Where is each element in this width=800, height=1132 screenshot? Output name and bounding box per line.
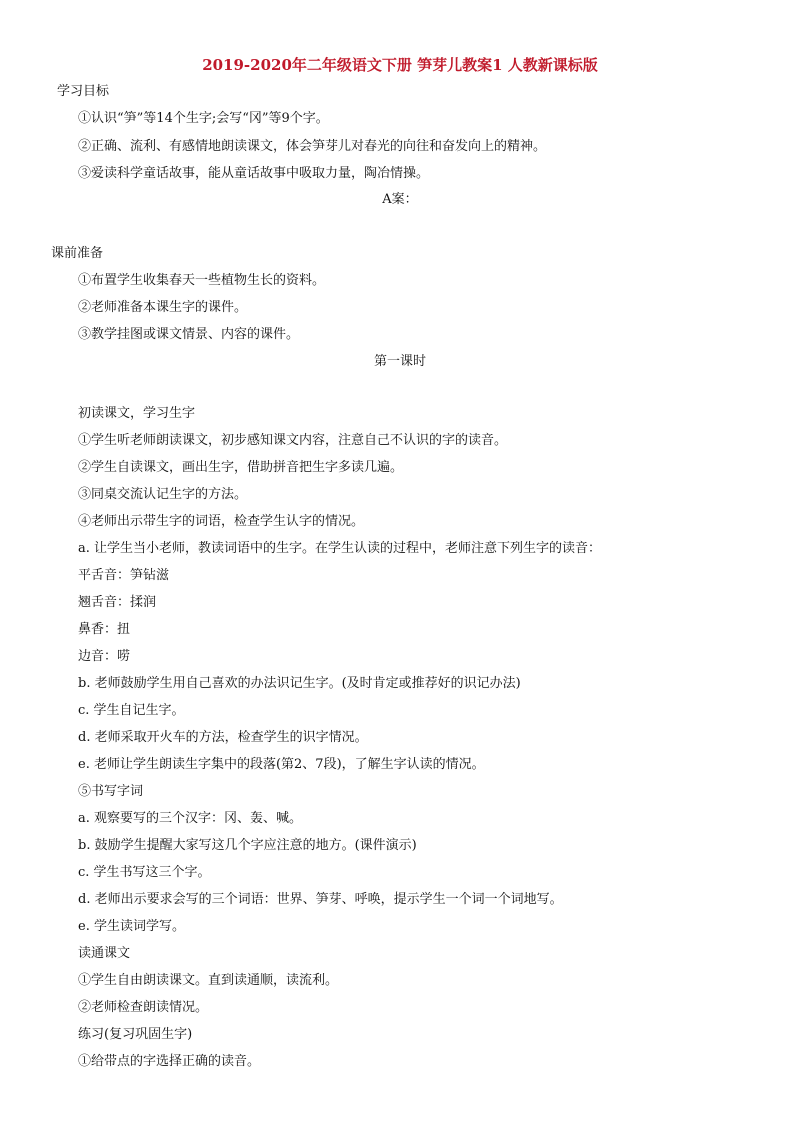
section-heading: 读通课文 — [78, 946, 131, 961]
lesson-label: 第一课时 — [373, 354, 426, 369]
section-item: ②学生自读课文，画出生字，借助拼音把生字多读几遍。 — [78, 460, 404, 475]
section-heading: 练习(复习巩固生字) — [78, 1027, 193, 1042]
section-item: a. 让学生当小老师，教读词语中的生字。在学生认读的过程中，老师注意下列生字的读音： — [78, 541, 602, 556]
section-item: b. 老师鼓励学生用自己喜欢的办法识记生字。(及时肯定或推荐好的识记办法) — [78, 676, 521, 691]
section-item: a. 观察要写的三个汉字：冈、轰、喊。 — [78, 811, 303, 826]
section-item: d. 老师采取开火车的方法，检查学生的识字情况。 — [78, 730, 368, 745]
section-item: c. 学生自记生字。 — [78, 703, 185, 718]
section-item: ①学生自由朗读课文。直到读通顺，读流利。 — [78, 973, 339, 988]
section-item: ⑤书写字词 — [78, 784, 144, 799]
section-item: b. 鼓励学生提醒大家写这几个字应注意的地方。(课件演示) — [78, 838, 417, 853]
section-item: ③同桌交流认记生字的方法。 — [78, 487, 248, 502]
section-heading: 初读课文，学习生字 — [78, 406, 196, 421]
objectives-heading: 学习目标 — [57, 84, 110, 99]
objective-item: ①认识“笋”等14个生字;会写“冈”等9个字。 — [78, 111, 329, 126]
section-item: e. 老师让学生朗读生字集中的段落(第2、7段)，了解生字认读的情况。 — [78, 757, 485, 772]
section-item: ①学生听老师朗读课文，初步感知课文内容，注意自己不认识的字的读音。 — [78, 433, 508, 448]
section-item: ①给带点的字选择正确的读音。 — [78, 1054, 261, 1069]
section-item: e. 学生读词学写。 — [78, 919, 185, 934]
document-title: 2019-2020年二年级语文下册 笋芽儿教案1 人教新课标版 — [202, 56, 598, 74]
preparation-heading: 课前准备 — [51, 246, 104, 261]
section-item: c. 学生书写这三个字。 — [78, 865, 211, 880]
section-item: ④老师出示带生字的词语，检查学生认字的情况。 — [78, 514, 365, 529]
section-item: d. 老师出示要求会写的三个词语：世界、笋芽、呼唤，提示学生一个词一个词地写。 — [78, 892, 563, 907]
objective-item: ②正确、流利、有感情地朗读课文，体会笋芽儿对春光的向往和奋发向上的精神。 — [78, 139, 547, 154]
section-item: ②老师检查朗读情况。 — [78, 1000, 209, 1015]
plan-label: A案： — [382, 192, 418, 207]
section-item: 翘舌音：揉润 — [78, 595, 157, 610]
section-item: 平舌音：笋钻滋 — [78, 568, 170, 583]
preparation-item: ①布置学生收集春天一些植物生长的资料。 — [78, 273, 326, 288]
section-item: 鼻香：扭 — [78, 622, 131, 637]
preparation-item: ③教学挂图或课文情景、内容的课件。 — [78, 327, 300, 342]
preparation-item: ②老师准备本课生字的课件。 — [78, 300, 248, 315]
section-item: 边音：唠 — [78, 649, 131, 664]
objective-item: ③爱读科学童话故事，能从童话故事中吸取力量，陶冶情操。 — [78, 166, 430, 181]
